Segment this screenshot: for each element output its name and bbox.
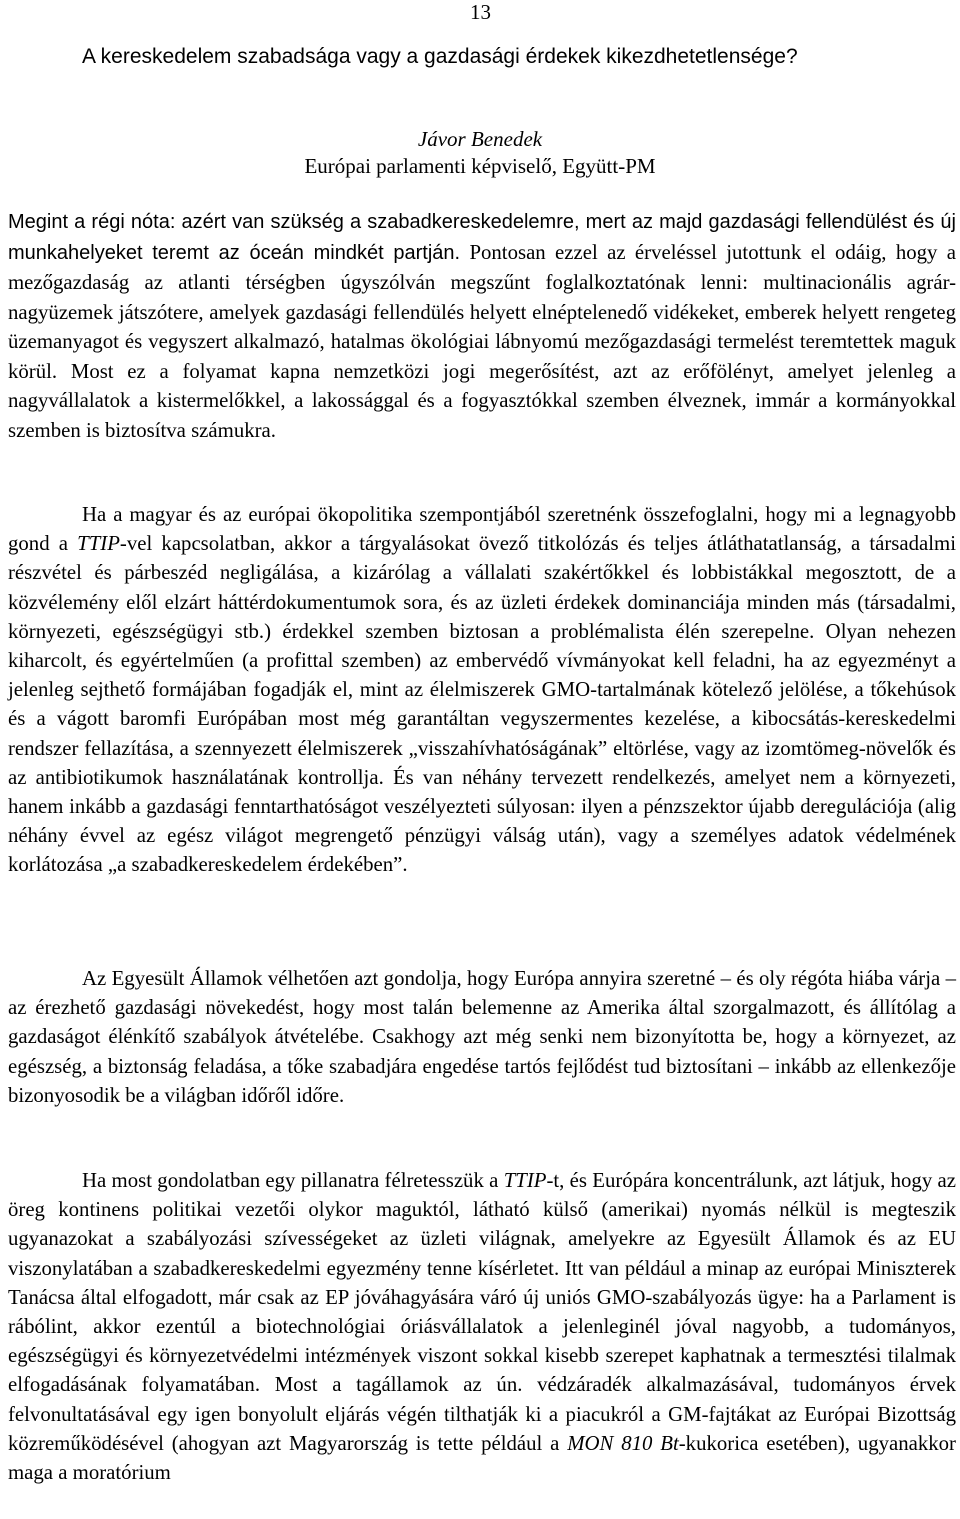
paragraph-2-text-a: Ha a magyar és az európai ökopolitika szempontjából szeretnénk összefoglalni, hogy mi a legnagyobb gond a (8, 503, 956, 556)
ttip-term: TTIP (503, 1169, 547, 1192)
paragraph-2-text-b: -vel kapcsolatban, akkor a tárgyalásokat övező titkolózás és teljes átláthatatlanság, a társadalmi részvétel és párbeszéd negligálása, a kizárólag a vállalati szakértőkkel és lobbistákkal megosztott, de a közvélemény elől elzárt háttérdokumentumok sora, és az üzleti érdekek dominanciája minden más (társadalmi, környezeti, egészségügyi stb.) érdekkel szemben biztosan a problémalista élén szerepelne. Olyan nehezen kiharcolt, és egyértelműen (a profittal szemben) az embervédő vívmányokat kell feladni, ha az egyezményt a jelenleg sejthető formájában fogadják el, mint az élelmiszerek GMO-tartalmának kötelező jelölése, a tőkehúsok és a vágott baromfi Európában most még garantáltan vegyszermentes kezelése, a kibocsátás-kereskedelmi rendszer fellazítása, a szennyezett élelmiszerek „visszahívhatóságának” eltörlése, vagy az izomtömeg-növelők és az antibiotikumok használatának kontrollja. És van néhány tervezett rendelkezés, amelyet nem a környezeti, hanem inkább a gazdasági fenntarthatóságot veszélyezteti súlyosan: ilyen a pénzszektor újabb deregulációja (alig néhány évvel az egész világot megrengető pénzügyi válság után), vagy a személyes adatok védelmének korlátozása „a szabadkereskedelem érdekében”. (8, 532, 956, 877)
paragraph-4 (8, 1166, 956, 1487)
author-name: Jávor Benedek (417, 127, 543, 151)
paragraph-2 (8, 500, 956, 880)
paragraph-3: Az Egyesült Államok vélhetően azt gondolja, hogy Európa annyira szeretné – és oly régóta hiába várja – az érezhető gazdasági növekedést, hogy most talán belemenne az Amerika által szorgalmazott, és állítólag a gazdaságot élénkítő szabályok átvételébe. Csakhogy azt még senki nem bizonyította be, hogy a környezet, az egészség, a biztonság feladása, a tőke szabadjára engedése tartós fejlődést tud biztosítani – inkább az ellenkezője bizonyosodik be a világban időről időre. (8, 967, 956, 1107)
author-block (0, 126, 960, 180)
intro-lead-sentence: Megint a régi nóta: azért van szükség a szabadkereskedelemre, mert az majd gazdasági fellendülést és új munkahelyeket teremt az óceán mindkét partján. (8, 211, 956, 264)
mon-810-term: MON 810 Bt (567, 1431, 679, 1455)
ttip-term: TTIP (77, 532, 120, 556)
page-number: 13 (470, 0, 491, 24)
intro-paragraph (8, 207, 956, 445)
author-role: Európai parlamenti képviselő, Együtt-PM (304, 154, 656, 178)
paragraph-4-text-a: Ha most gondolatban egy pillanatra félretesszük a (82, 1169, 504, 1192)
paragraph-4-text-c: -kukorica esetében), ugyanakkor maga a moratórium (8, 1431, 956, 1485)
paragraph-4-text-b: -t, és Európára koncentrálunk, azt látjuk, hogy az öreg kontinens politikai vezetői olykor maguktól, látható külső (amerikai) nyomás nélkül is megteszik ugyanazokat a szabályozási szívességeket az üzleti világnak, amelyekre az Egyesült Államok és az EU viszonylatában a szabadkereskedelmi egyezmény tenne kísérletet. Itt van például a minap az európai Miniszterek Tanácsa által elfogadott, már csak az EP jóváhagyására váró új uniós GMO-szabályozás ügye: ha a Parlament is rábólint, akkor ezentúl a biotechnológiai óriásvállalatok a jelenleginél jóval nagyobb, a tudományos, egészségügyi és környezetvédelmi intézmények viszont sokkal kisebb szerepet kaphatnak a termesztési tilalmak elfogadásának folyamatában. Most a tagállamok az ún. védzáradék alkalmazásával, tudományos érvek felvonultatásával egy igen bonyolult eljárás végén tilthatják ki a piacukról a GM-fajtákat az Európai Bizottság közreműködésével (ahogyan azt Magyarország is tette például a (8, 1169, 956, 1455)
article-title: A kereskedelem szabadsága vagy a gazdasági érdekek kikezdhetetlensége? (82, 45, 798, 68)
intro-body: Pontosan ezzel az érveléssel jutottunk el odáig, hogy a mezőgazdaság az atlanti térségben úgyszólván megszűnt foglalkoztatónak lenni: multinacionális agrár-nagyüzemek játszótere, amelyek gazdasági fellendülés helyett elnéptelenedő vidékeket, emberek helyett rengeteg üzemanyagot és vegyszert alkalmazó, hatalmas ökológiai lábnyomú mezőgazdasági termelést teremtettek maguk körül. Most ez a folyamat kapna nemzetközi jogi megerősítést, azt az erőfölényt, amelyet jelenleg a nagyvállalatok a kistermelőkkel, a lakossággal és a fogyasztókkal szemben élveznek, immár a kormányokkal szemben is biztosítva számukra. (8, 240, 956, 442)
